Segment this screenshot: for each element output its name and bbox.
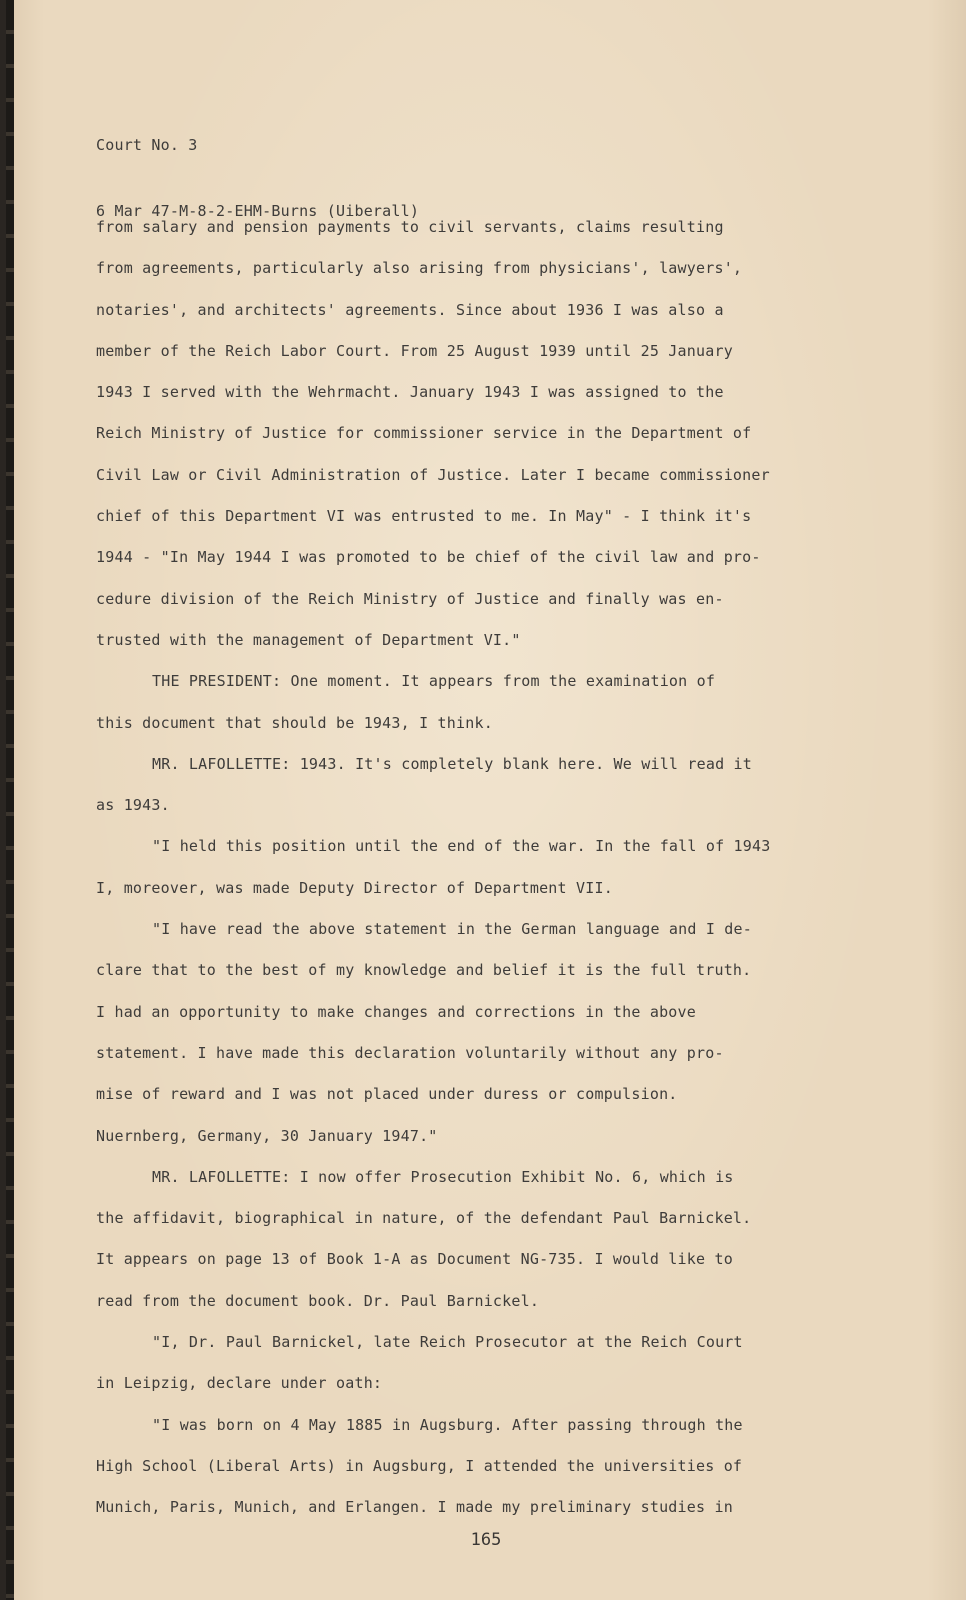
- text-line: High School (Liberal Arts) in Augsburg, I attended the universities of: [96, 1456, 743, 1475]
- text-line: 1944 - "In May 1944 I was promoted to be chief of the civil law and pro-: [96, 548, 761, 567]
- page-number: 165: [470, 1530, 502, 1550]
- text-line: as 1943.: [96, 796, 170, 815]
- paragraph-start-line: "I held this position until the end of the war. In the fall of 1943: [152, 837, 771, 856]
- transcript-body: [96, 216, 876, 1538]
- text-line: from agreements, particularly also arising from physicians', lawyers',: [96, 259, 743, 278]
- text-line: Munich, Paris, Munich, and Erlangen. I made my preliminary studies in: [96, 1498, 733, 1517]
- paragraph-start-line: "I was born on 4 May 1885 in Augsburg. After passing through the: [152, 1415, 743, 1434]
- text-line: statement. I have made this declaration voluntarily without any pro-: [96, 1043, 724, 1062]
- document-page: [6, 0, 966, 1600]
- binding-edge: [6, 0, 14, 1600]
- text-line: in Leipzig, declare under oath:: [96, 1374, 383, 1393]
- text-line: mise of reward and I was not placed under duress or compulsion.: [96, 1085, 678, 1104]
- text-line: cedure division of the Reich Ministry of Justice and finally was en-: [96, 589, 724, 608]
- text-line: 1943 I served with the Wehrmacht. January 1943 I was assigned to the: [96, 383, 724, 402]
- text-line: chief of this Department VI was entrusted to me. In May" - I think it's: [96, 507, 752, 526]
- session-reference: 6 Mar 47-M-8-2-EHM-Burns (Uiberall): [96, 202, 420, 220]
- text-line: this document that should be 1943, I think.: [96, 713, 493, 732]
- paragraph-start-line: "I have read the above statement in the German language and I de-: [152, 920, 752, 939]
- text-line: trusted with the management of Department VI.": [96, 630, 521, 649]
- text-line: Reich Ministry of Justice for commissioner service in the Department of: [96, 424, 752, 443]
- paragraph-start-line: "I, Dr. Paul Barnickel, late Reich Prosecutor at the Reich Court: [152, 1333, 743, 1352]
- text-line: from salary and pension payments to civil servants, claims resulting: [96, 218, 724, 236]
- text-line: the affidavit, biographical in nature, of the defendant Paul Barnickel.: [96, 1209, 752, 1228]
- text-line: read from the document book. Dr. Paul Barnickel.: [96, 1291, 540, 1310]
- text-line: I had an opportunity to make changes and corrections in the above: [96, 1002, 696, 1021]
- text-line: member of the Reich Labor Court. From 25 August 1939 until 25 January: [96, 341, 733, 360]
- text-line: Civil Law or Civil Administration of Justice. Later I became commissioner: [96, 465, 770, 484]
- text-line: Nuernberg, Germany, 30 January 1947.": [96, 1126, 438, 1145]
- text-line: notaries', and architects' agreements. Since about 1936 I was also a: [96, 300, 724, 319]
- text-line: I, moreover, was made Deputy Director of Department VII.: [96, 878, 613, 897]
- paragraph-start-line: THE PRESIDENT: One moment. It appears from the examination of: [152, 672, 716, 691]
- paragraph-start-line: MR. LAFOLLETTE: I now offer Prosecution Exhibit No. 6, which is: [152, 1167, 734, 1186]
- text-line: It appears on page 13 of Book 1-A as Document NG-735. I would like to: [96, 1250, 733, 1269]
- text-line: clare that to the best of my knowledge and belief it is the full truth.: [96, 961, 752, 980]
- court-number: Court No. 3: [96, 136, 198, 154]
- paragraph-start-line: MR. LAFOLLETTE: 1943. It's completely blank here. We will read it: [152, 754, 752, 773]
